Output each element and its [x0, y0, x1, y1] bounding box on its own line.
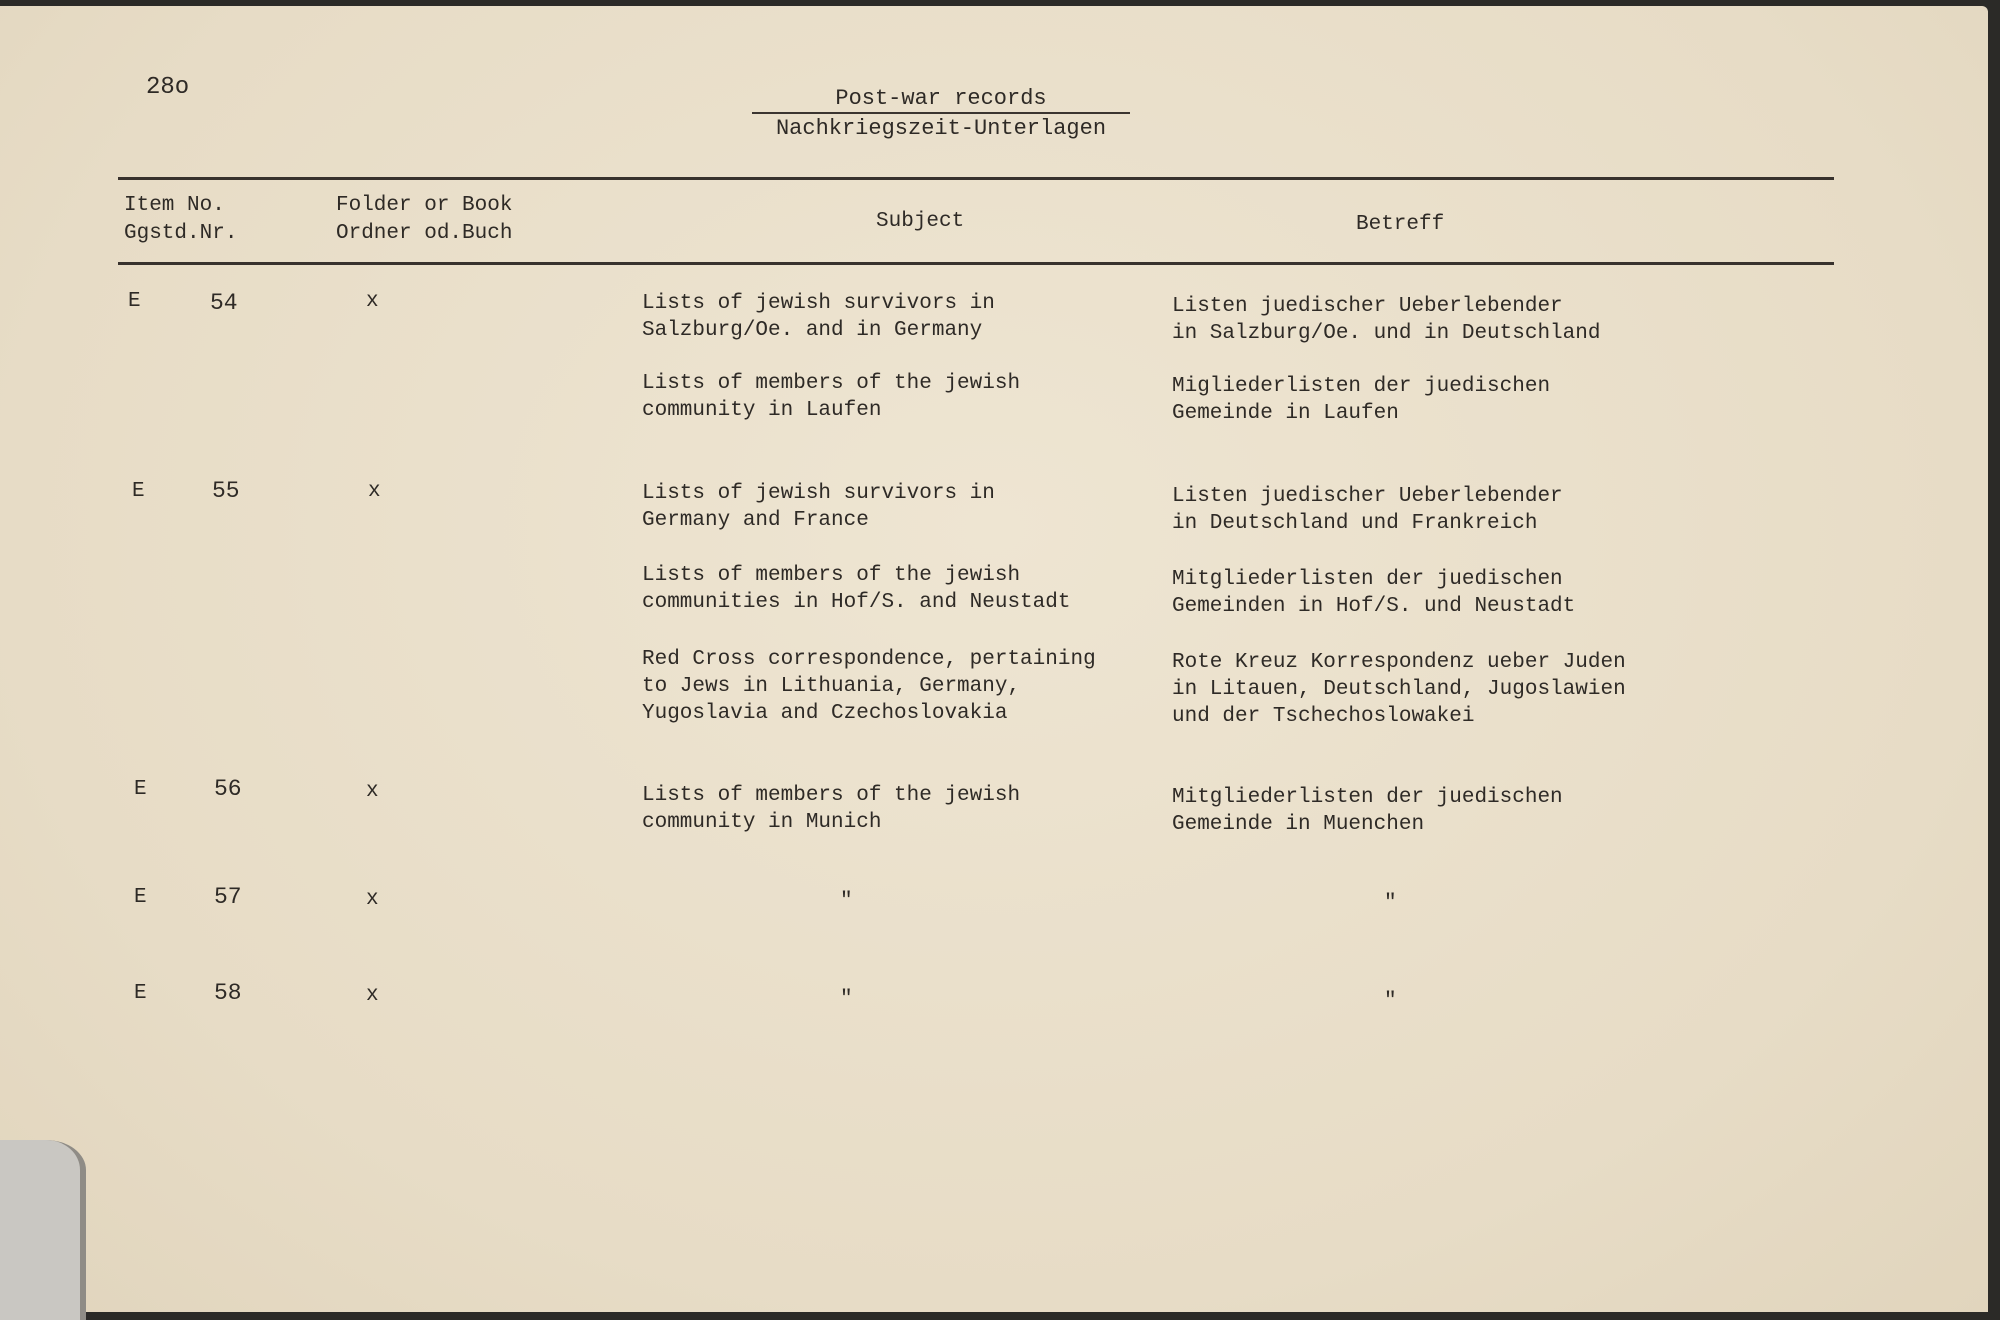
row-57-folder: x [366, 888, 379, 911]
row-55-betreff-3: Rote Kreuz Korrespondenz ueber Juden in Litauen, Deutschland, Jugoslawien und der Tschechoslowakei [1172, 651, 1626, 728]
row-58-item: E [134, 982, 147, 1005]
row-58-folder: x [366, 984, 379, 1007]
row-56-betreff-1: Mitgliederlisten der juedischen Gemeinde in Muenchen [1172, 786, 1563, 836]
header-folder-de: Ordner od.Buch [336, 222, 513, 245]
row-56-item: E [134, 778, 147, 801]
row-54-item: E [128, 290, 141, 313]
row-55-number: 55 [212, 478, 240, 504]
header-subject: Subject [876, 210, 965, 233]
row-54-subject-2: Lists of members of the jewish community in Laufen [642, 372, 1021, 422]
row-55-subject-3: Red Cross correspondence, pertaining to Jews in Lithuania, Germany, Yugoslavia and Czechoslovakia [642, 648, 1096, 725]
row-55-item: E [132, 480, 145, 503]
row-58-number: 58 [214, 980, 242, 1006]
row-57-subject-ditto: " [840, 890, 853, 913]
header-folder-en: Folder or Book [336, 194, 513, 217]
title-english: Post-war records [835, 86, 1047, 111]
header-betreff: Betreff [1356, 213, 1445, 236]
row-57-betreff-ditto: " [1384, 892, 1397, 915]
title-underline [752, 112, 1130, 114]
row-58-betreff-ditto: " [1384, 990, 1397, 1013]
table-top-rule [118, 177, 1834, 180]
header-item-en: Item No. [124, 194, 225, 217]
row-56-folder: x [366, 780, 379, 803]
row-54-folder: x [366, 290, 379, 313]
page-tab-marker [0, 1140, 86, 1320]
row-54-betreff-2: Migliederlisten der juedischen Gemeinde in Laufen [1172, 375, 1551, 425]
row-56-subject-1: Lists of members of the jewish community in Munich [642, 784, 1021, 834]
row-55-subject-2: Lists of members of the jewish communities in Hof/S. and Neustadt [642, 564, 1071, 614]
header-item [124, 192, 237, 248]
row-55-betreff-2: Mitgliederlisten der juedischen Gemeinden in Hof/S. und Neustadt [1172, 568, 1576, 618]
header-item-de: Ggstd.Nr. [124, 222, 238, 245]
row-56-number: 56 [214, 776, 242, 802]
row-54-betreff-1: Listen juedischer Ueberlebender in Salzburg/Oe. und in Deutschland [1172, 295, 1601, 345]
row-55-folder: x [368, 480, 381, 503]
row-57-number: 57 [214, 884, 242, 910]
header-folder [336, 192, 512, 248]
row-55-betreff-1: Listen juedischer Ueberlebender in Deutschland und Frankreich [1172, 485, 1563, 535]
document-page [0, 6, 1988, 1312]
table-header-rule [118, 262, 1834, 265]
row-54-subject-1: Lists of jewish survivors in Salzburg/Oe. and in Germany [642, 292, 995, 342]
row-58-subject-ditto: " [840, 988, 853, 1011]
row-57-item: E [134, 886, 147, 909]
row-55-subject-1: Lists of jewish survivors in Germany and France [642, 482, 995, 532]
row-54-number: 54 [210, 290, 238, 316]
page-number: 28o [146, 74, 190, 101]
title-german: Nachkriegszeit-Unterlagen [775, 116, 1107, 141]
